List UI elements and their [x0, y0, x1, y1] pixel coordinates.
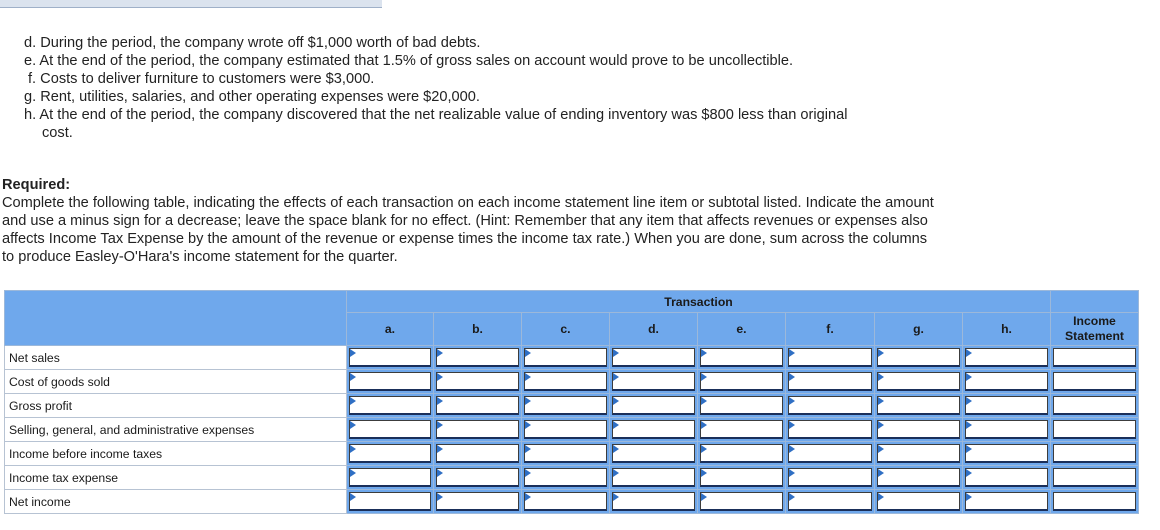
table-cell: [1051, 370, 1139, 394]
amount-input[interactable]: [788, 468, 872, 487]
amount-input[interactable]: [349, 444, 431, 463]
table-cell: [347, 466, 434, 490]
amount-input[interactable]: [877, 372, 960, 391]
input-wrapper: [877, 468, 960, 487]
amount-input[interactable]: [1053, 348, 1136, 367]
item-letter: e.: [24, 53, 37, 69]
required-section: [2, 176, 942, 266]
amount-input[interactable]: [877, 348, 960, 367]
row-label: Income tax expense: [5, 466, 347, 490]
table-cell: [522, 466, 610, 490]
amount-input[interactable]: [1053, 492, 1136, 511]
amount-input[interactable]: [349, 492, 431, 511]
table-cell: [434, 418, 522, 442]
table-cell: [522, 490, 610, 514]
input-wrapper: [436, 468, 519, 487]
table-cell: [522, 394, 610, 418]
table-cell: [963, 442, 1051, 466]
item-text: At the end of the period, the company discovered that the net realizable value of ending inventory was $800 less than original: [39, 107, 848, 123]
table-cell: [610, 370, 698, 394]
cell-marker-icon: [613, 469, 619, 477]
table-cell: [786, 346, 875, 370]
input-wrapper: [436, 372, 519, 391]
cell-marker-icon: [701, 349, 707, 357]
cell-marker-icon: [878, 349, 884, 357]
row-label: Cost of goods sold: [5, 370, 347, 394]
cell-marker-icon: [525, 493, 531, 501]
table-cell: [434, 370, 522, 394]
input-wrapper: [524, 372, 607, 391]
column-header-b: b.: [434, 313, 522, 346]
table-row: [5, 490, 1139, 514]
income-statement-group-header: [1051, 291, 1139, 313]
table-cell: [1051, 346, 1139, 370]
cell-marker-icon: [437, 445, 443, 453]
amount-input[interactable]: [524, 492, 607, 511]
cell-marker-icon: [525, 349, 531, 357]
amount-input[interactable]: [349, 348, 431, 367]
input-wrapper: [700, 348, 783, 367]
input-wrapper: [524, 420, 607, 439]
row-label: Net income: [5, 490, 347, 514]
column-header-d: d.: [610, 313, 698, 346]
table-cell: [522, 442, 610, 466]
cell-marker-icon: [350, 373, 356, 381]
cell-marker-icon: [966, 421, 972, 429]
input-wrapper: [965, 444, 1048, 463]
input-wrapper: [349, 492, 431, 511]
cell-marker-icon: [437, 469, 443, 477]
amount-input[interactable]: [612, 468, 695, 487]
cell-marker-icon: [437, 349, 443, 357]
table-cell: [1051, 490, 1139, 514]
table-cell: [963, 418, 1051, 442]
table-cell: [698, 466, 786, 490]
input-wrapper: [965, 420, 1048, 439]
cell-marker-icon: [701, 373, 707, 381]
cell-marker-icon: [525, 469, 531, 477]
column-header-a: a.: [347, 313, 434, 346]
input-wrapper: [349, 420, 431, 439]
column-header-c: c.: [522, 313, 610, 346]
input-wrapper: [436, 444, 519, 463]
amount-input[interactable]: [524, 372, 607, 391]
cell-marker-icon: [525, 397, 531, 405]
list-item: [24, 52, 847, 70]
amount-input[interactable]: [788, 396, 872, 415]
table-cell: [610, 394, 698, 418]
item-text-continuation: cost.: [42, 125, 73, 141]
table-cell: [786, 490, 875, 514]
table-cell: [434, 346, 522, 370]
input-wrapper: [436, 492, 519, 511]
table-row: [5, 346, 1139, 370]
amount-input[interactable]: [436, 396, 519, 415]
input-wrapper: [788, 492, 872, 511]
amount-input[interactable]: [349, 468, 431, 487]
list-item: [24, 34, 847, 52]
table-cell: [434, 490, 522, 514]
cell-marker-icon: [437, 493, 443, 501]
amount-input[interactable]: [965, 468, 1048, 487]
cell-marker-icon: [525, 373, 531, 381]
table-cell: [875, 394, 963, 418]
cell-marker-icon: [966, 373, 972, 381]
amount-input[interactable]: [877, 396, 960, 415]
cell-marker-icon: [525, 445, 531, 453]
amount-input[interactable]: [877, 444, 960, 463]
input-wrapper: [965, 372, 1048, 391]
cell-marker-icon: [701, 397, 707, 405]
table-cell: [698, 442, 786, 466]
table-cell: [347, 442, 434, 466]
item-letter: h.: [24, 107, 37, 123]
top-divider-bar: [0, 0, 382, 8]
cell-marker-icon: [437, 373, 443, 381]
row-label: Income before income taxes: [5, 442, 347, 466]
input-wrapper: [349, 372, 431, 391]
input-wrapper: [1053, 444, 1136, 463]
table-cell: [875, 346, 963, 370]
amount-input[interactable]: [700, 468, 783, 487]
input-wrapper: [788, 372, 872, 391]
input-wrapper: [349, 468, 431, 487]
cell-marker-icon: [350, 445, 356, 453]
amount-input[interactable]: [877, 468, 960, 487]
amount-input[interactable]: [436, 492, 519, 511]
input-wrapper: [700, 492, 783, 511]
amount-input[interactable]: [965, 420, 1048, 439]
amount-input[interactable]: [965, 372, 1048, 391]
transaction-group-header: Transaction: [347, 291, 1051, 313]
input-wrapper: [612, 396, 695, 415]
amount-input[interactable]: [788, 348, 872, 367]
amount-input[interactable]: [965, 444, 1048, 463]
cell-marker-icon: [789, 373, 795, 381]
cell-marker-icon: [966, 469, 972, 477]
table-cell: [875, 490, 963, 514]
amount-input[interactable]: [524, 444, 607, 463]
cell-marker-icon: [350, 421, 356, 429]
input-wrapper: [436, 348, 519, 367]
input-wrapper: [788, 444, 872, 463]
input-wrapper: [965, 348, 1048, 367]
amount-input[interactable]: [1053, 444, 1136, 463]
amount-input[interactable]: [700, 492, 783, 511]
table-cell: [963, 490, 1051, 514]
cell-marker-icon: [966, 397, 972, 405]
cell-marker-icon: [701, 445, 707, 453]
input-wrapper: [1053, 468, 1136, 487]
table-cell: [347, 346, 434, 370]
table-cell: [786, 442, 875, 466]
table-cell: [963, 370, 1051, 394]
amount-input[interactable]: [965, 396, 1048, 415]
amount-input[interactable]: [524, 396, 607, 415]
table-cell: [434, 442, 522, 466]
cell-marker-icon: [437, 421, 443, 429]
table-cell: [610, 418, 698, 442]
amount-input[interactable]: [612, 444, 695, 463]
column-header-g: g.: [875, 313, 963, 346]
input-wrapper: [349, 396, 431, 415]
table-cell: [698, 394, 786, 418]
item-letter: g.: [24, 89, 37, 105]
cell-marker-icon: [789, 493, 795, 501]
column-header-e: e.: [698, 313, 786, 346]
input-wrapper: [877, 372, 960, 391]
cell-marker-icon: [701, 421, 707, 429]
input-wrapper: [349, 444, 431, 463]
amount-input[interactable]: [700, 396, 783, 415]
amount-input[interactable]: [1053, 468, 1136, 487]
table-cell: [347, 490, 434, 514]
amount-input[interactable]: [349, 420, 431, 439]
cell-marker-icon: [350, 397, 356, 405]
column-header-f: f.: [786, 313, 875, 346]
table-cell: [786, 466, 875, 490]
cell-marker-icon: [613, 493, 619, 501]
amount-input[interactable]: [1053, 372, 1136, 391]
table-cell: [347, 394, 434, 418]
amount-input[interactable]: [436, 420, 519, 439]
item-letter: d.: [24, 35, 37, 51]
amount-input[interactable]: [1053, 396, 1136, 415]
cell-marker-icon: [966, 493, 972, 501]
table-cell: [875, 370, 963, 394]
input-wrapper: [877, 348, 960, 367]
required-heading: Required:: [2, 177, 71, 193]
input-wrapper: [436, 396, 519, 415]
amount-input[interactable]: [965, 492, 1048, 511]
cell-marker-icon: [701, 493, 707, 501]
input-wrapper: [788, 468, 872, 487]
effects-table: [4, 290, 1139, 514]
cell-marker-icon: [966, 349, 972, 357]
input-wrapper: [524, 468, 607, 487]
cell-marker-icon: [350, 469, 356, 477]
input-wrapper: [877, 492, 960, 511]
cell-marker-icon: [613, 445, 619, 453]
required-instructions: Complete the following table, indicating the effects of each transaction on each income statement line item or subtotal listed. Indicate the amount and use a minus sign for a decrease; leave the space blank for no effect. (Hint: Remember that any item that affects revenues or expenses also affects Income Tax Expense by the amount of the revenue or expense times the income tax rate.) When you are done, sum across the columns to produce Easley-O'Hara's income statement for the quarter.: [2, 195, 934, 265]
amount-input[interactable]: [524, 348, 607, 367]
cell-marker-icon: [525, 421, 531, 429]
input-wrapper: [965, 468, 1048, 487]
input-wrapper: [700, 444, 783, 463]
amount-input[interactable]: [700, 372, 783, 391]
input-wrapper: [612, 468, 695, 487]
cell-marker-icon: [437, 397, 443, 405]
amount-input[interactable]: [436, 444, 519, 463]
table-cell: [786, 370, 875, 394]
amount-input[interactable]: [877, 492, 960, 511]
input-wrapper: [612, 372, 695, 391]
amount-input[interactable]: [612, 348, 695, 367]
input-wrapper: [700, 396, 783, 415]
item-text: At the end of the period, the company estimated that 1.5% of gross sales on account would prove to be uncollectible.: [39, 53, 794, 69]
input-wrapper: [877, 444, 960, 463]
table-cell: [875, 418, 963, 442]
input-wrapper: [1053, 372, 1136, 391]
table-cell: [698, 370, 786, 394]
input-wrapper: [877, 420, 960, 439]
cell-marker-icon: [789, 349, 795, 357]
input-wrapper: [700, 420, 783, 439]
item-text: During the period, the company wrote off $1,000 worth of bad debts.: [40, 35, 481, 51]
row-label-header: [5, 291, 347, 346]
cell-marker-icon: [613, 349, 619, 357]
row-label: Selling, general, and administrative expenses: [5, 418, 347, 442]
cell-marker-icon: [701, 469, 707, 477]
cell-marker-icon: [613, 397, 619, 405]
amount-input[interactable]: [700, 348, 783, 367]
table-cell: [522, 346, 610, 370]
table-row: [5, 418, 1139, 442]
table-cell: [875, 466, 963, 490]
cell-marker-icon: [789, 421, 795, 429]
input-wrapper: [524, 396, 607, 415]
amount-input[interactable]: [524, 468, 607, 487]
table-cell: [963, 394, 1051, 418]
table-cell: [610, 346, 698, 370]
row-label: Net sales: [5, 346, 347, 370]
amount-input[interactable]: [700, 420, 783, 439]
transactions-list: [24, 34, 847, 142]
list-item: [24, 70, 847, 88]
table-cell: [875, 442, 963, 466]
cell-marker-icon: [878, 493, 884, 501]
cell-marker-icon: [878, 421, 884, 429]
amount-input[interactable]: [612, 492, 695, 511]
amount-input[interactable]: [1053, 420, 1136, 439]
cell-marker-icon: [878, 469, 884, 477]
cell-marker-icon: [613, 373, 619, 381]
amount-input[interactable]: [612, 372, 695, 391]
cell-marker-icon: [878, 445, 884, 453]
table-cell: [698, 490, 786, 514]
cell-marker-icon: [350, 493, 356, 501]
effects-table-wrapper: [4, 290, 1139, 514]
table-cell: [347, 418, 434, 442]
table-cell: [610, 442, 698, 466]
table-cell: [610, 466, 698, 490]
amount-input[interactable]: [436, 348, 519, 367]
list-item: [24, 88, 847, 106]
input-wrapper: [612, 420, 695, 439]
input-wrapper: [788, 348, 872, 367]
column-header-h: h.: [963, 313, 1051, 346]
table-cell: [1051, 442, 1139, 466]
input-wrapper: [965, 396, 1048, 415]
cell-marker-icon: [789, 445, 795, 453]
cell-marker-icon: [789, 397, 795, 405]
row-label: Gross profit: [5, 394, 347, 418]
input-wrapper: [436, 420, 519, 439]
table-cell: [786, 394, 875, 418]
cell-marker-icon: [878, 373, 884, 381]
input-wrapper: [1053, 396, 1136, 415]
table-cell: [347, 370, 434, 394]
input-wrapper: [788, 396, 872, 415]
input-wrapper: [1053, 492, 1136, 511]
amount-input[interactable]: [965, 348, 1048, 367]
table-row: [5, 370, 1139, 394]
input-wrapper: [524, 348, 607, 367]
input-wrapper: [1053, 420, 1136, 439]
table-cell: [1051, 418, 1139, 442]
amount-input[interactable]: [524, 420, 607, 439]
input-wrapper: [700, 468, 783, 487]
list-item: [24, 106, 847, 142]
input-wrapper: [877, 396, 960, 415]
amount-input[interactable]: [349, 396, 431, 415]
table-cell: [698, 418, 786, 442]
amount-input[interactable]: [788, 420, 872, 439]
amount-input[interactable]: [700, 444, 783, 463]
item-text: Costs to deliver furniture to customers were $3,000.: [40, 71, 375, 87]
input-wrapper: [524, 492, 607, 511]
amount-input[interactable]: [877, 420, 960, 439]
table-cell: [522, 418, 610, 442]
amount-input[interactable]: [436, 468, 519, 487]
input-wrapper: [524, 444, 607, 463]
cell-marker-icon: [613, 421, 619, 429]
input-wrapper: [700, 372, 783, 391]
table-cell: [1051, 394, 1139, 418]
amount-input[interactable]: [788, 492, 872, 511]
table-cell: [522, 370, 610, 394]
amount-input[interactable]: [436, 372, 519, 391]
input-wrapper: [1053, 348, 1136, 367]
item-text: Rent, utilities, salaries, and other operating expenses were $20,000.: [40, 89, 480, 105]
table-cell: [1051, 466, 1139, 490]
table-cell: [963, 346, 1051, 370]
table-row: [5, 394, 1139, 418]
table-cell: [434, 466, 522, 490]
input-wrapper: [612, 492, 695, 511]
amount-input[interactable]: [788, 372, 872, 391]
table-cell: [610, 490, 698, 514]
input-wrapper: [612, 348, 695, 367]
input-wrapper: [788, 420, 872, 439]
input-wrapper: [349, 348, 431, 367]
cell-marker-icon: [966, 445, 972, 453]
amount-input[interactable]: [788, 444, 872, 463]
table-cell: [786, 418, 875, 442]
cell-marker-icon: [789, 469, 795, 477]
amount-input[interactable]: [612, 420, 695, 439]
table-cell: [963, 466, 1051, 490]
input-wrapper: [965, 492, 1048, 511]
table-row: [5, 442, 1139, 466]
cell-marker-icon: [350, 349, 356, 357]
column-header-income-statement: Income Statement: [1051, 313, 1139, 346]
table-cell: [698, 346, 786, 370]
table-row: [5, 466, 1139, 490]
table-cell: [434, 394, 522, 418]
item-letter: f.: [28, 71, 37, 87]
input-wrapper: [612, 444, 695, 463]
amount-input[interactable]: [612, 396, 695, 415]
cell-marker-icon: [878, 397, 884, 405]
amount-input[interactable]: [349, 372, 431, 391]
